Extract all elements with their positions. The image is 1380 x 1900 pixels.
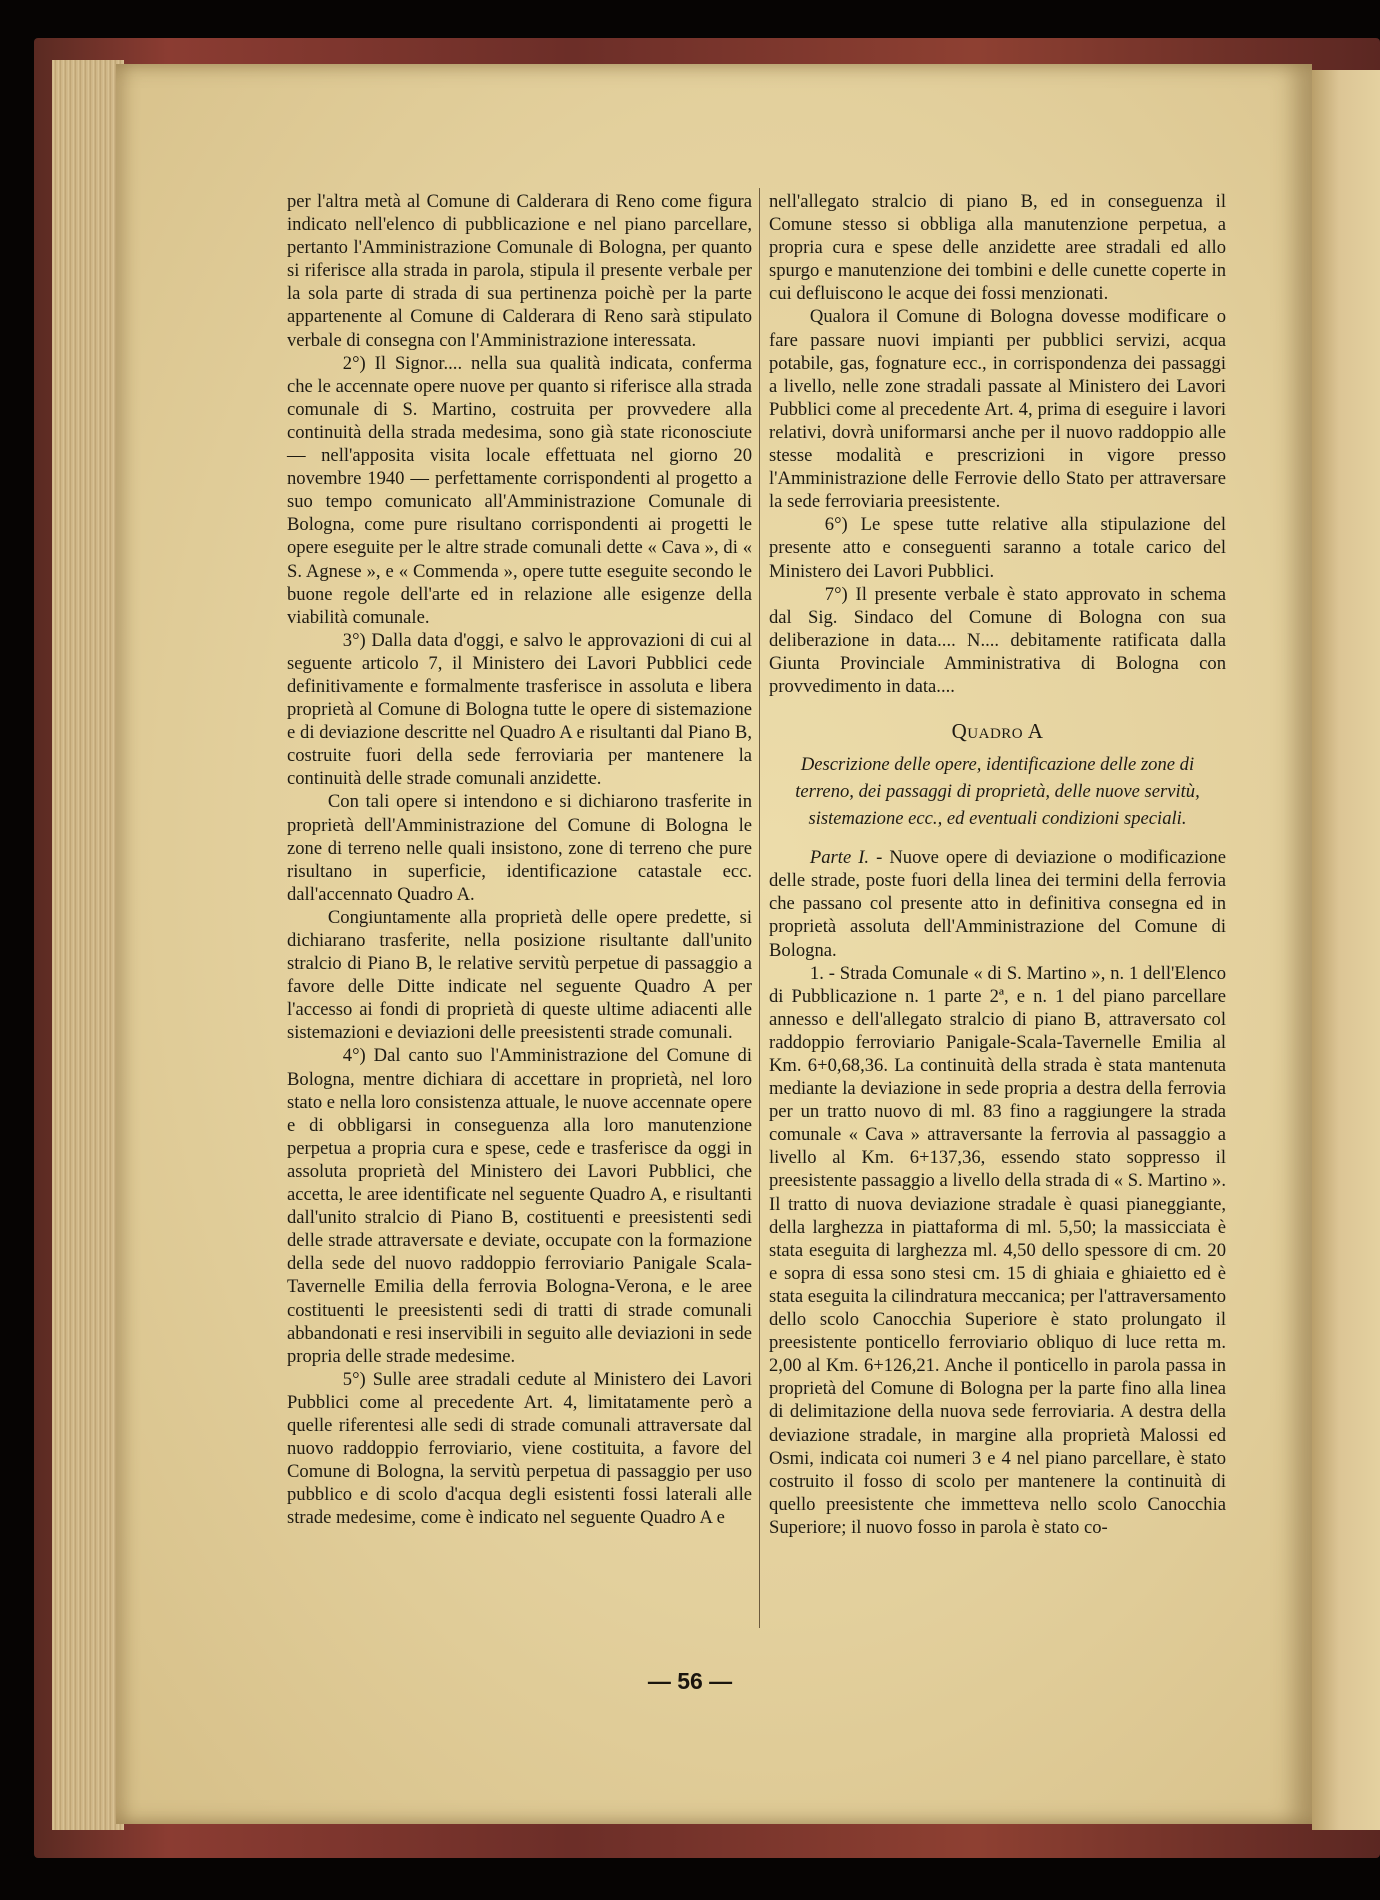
paragraph-article-2: 2°) Il Signor.... nella sua qualità indicata, conferma che le accennate opere nuove per quanto si riferisce alla strada comunale di S. Martino, costruita per provvedere alla continuità della strada medesima, sono già state riconosciute — nell'apposita visita locale effettuata nel giorno 20 novembre 1940 — perfettamente corrispondenti al progetto a suo tempo comunicato all'Amministrazione Comunale di Bologna, come pure risultano corrispondenti ai progetti le opere eseguite per le altre strade comunali dette « Cava », di « S. Agnese », e « Commenda », opere tutte eseguite secondo le buone regole dell'arte ed in relazione alle esigenze della viabilità comunale. [287,352,752,628]
column-divider [759,188,760,1628]
paragraph-article-5: 5°) Sulle aree stradali cedute al Ministero dei Lavori Pubblici come al precedente Art. 4, limitatamente però a quelle riferentesi alle sedi di strade comunali attraversate dal nuovo raddoppio ferroviario, viene costituita, a favore del Comune di Bologna, la servitù perpetua di passaggio per uso pubblico e di scolo d'acqua degli esistenti fossi laterali alle strade medesime, come è indicato nel seguente Quadro A e [287,1368,752,1529]
paragraph-public-services: Qualora il Comune di Bologna dovesse modificare o fare passare nuovi impianti per pubblici servizi, acqua potabile, gas, fognature ecc., in corrispondenza dei passaggi a livello, nelle zone stradali passate al Ministero dei Lavori Pubblici come al precedente Art. 4, prima di eseguire i lavori relativi, dovrà uniformarsi anche per il nuovo raddoppio alle stesse modalità e prescrizioni in vigore presso l'Amministrazione delle Ferrovie dello Stato per attraversare la sede ferroviaria preesistente. [769,306,1226,513]
paragraph-continuation-right: nell'allegato stralcio di piano B, ed in conseguenza il Comune stesso si obbliga alla manutenzione perpetua, a propria cura e spese delle anzidette aree stradali ed allo spurgo e manutenzione dei tombini e delle cunette coperte in cui defluiscono le acque dei fossi menzionati. [769,191,1226,305]
paragraph-item-1: 1. - Strada Comunale « di S. Martino », n. 1 dell'Elenco di Pubblicazione n. 1 parte 2ª, e n. 1 del piano parcellare annesso e dell'allegato stralcio di piano B, attraversato col raddoppio ferroviario Panigale-Scala-Tavernelle Emilia al Km. 6+0,68,36. La continuità della strada è stata mantenuta mediante la deviazione in sede propria a destra della ferrovia per un tratto nuovo di ml. 83 fino a raggiungere la strada comunale « Cava » attraversante la ferrovia al passaggio a livello al Km. 6+137,36, essendo stato soppresso il preesistente passaggio a livello della strada di « S. Martino ». Il tratto di nuova deviazione stradale è quasi pianeggiante, della larghezza in piattaforma di ml. 5,50; la massicciata è stata eseguita di larghezza ml. 4,50 dello spessore di cm. 20 e sopra di essa sono stesi cm. 15 di ghiaia e ghiaietto ed è stata eseguita la cilindratura meccanica; per l'attraversamento dello scolo Canocchia Superiore è stato prolungato il preesistente ponticello ferroviario obliquo di luce retta m. 2,00 al Km. 6+126,21. Anche il ponticello in parola passa in proprietà del Comune di Bologna per la parte fino alla linea di delimitazione della nuova sede ferroviaria. A destra della deviazione stradale, in margine alla proprietà Malossi ed Osmi, indicata coi numeri 3 e 4 nel piano parcellare, è stato costruito il fosso di scolo per mantenere la continuità di quello preesistente che immetteva nello scolo Canocchia Superiore; il nuovo fosso in parola è stato co- [769,962,1226,1538]
section-title: Quadro A [951,719,1044,744]
paragraph-part-1 [769,846,1226,961]
part-text: - Nuove opere di deviazione o modificazione delle strade, poste fuori della linea dei termini della ferrovia che passano col presente atto in definitiva consegna ed in proprietà assoluta dell'Amministrazione del Comune di Bologna. [769,847,1226,961]
paragraph-transfer-zones: Con tali opere si intendono e si dichiarono trasferite in proprietà dell'Amministrazione del Comune di Bologna le zone di terreno nelle quali insistono, zone di terreno che pure risultano in superficie, identificazione catastale ecc. dall'accennato Quadro A. [287,791,752,905]
page-number: — 56 — [647,1668,733,1694]
adjacent-page-edge [1312,70,1380,1830]
paragraph-article-7: 7°) Il presente verbale è stato approvato in schema dal Sig. Sindaco del Comune di Bologna con sua deliberazione in data.... N.... debitamente ratificata dalla Giunta Provinciale Amministrativa di Bologna con provvedimento in data.... [769,583,1226,697]
left-column [287,190,752,1529]
paragraph-article-6: 6°) Le spese tutte relative alla stipulazione del presente atto e conseguenti saranno a totale carico del Ministero dei Lavori Pubblici. [769,514,1226,582]
page-edges [52,60,124,1830]
paragraph-servitude: Congiuntamente alla proprietà delle opere predette, si dichiarano trasferite, nella posizione risultante dall'unito stralcio di Piano B, le relative servitù perpetue di passaggio a favore delle Ditte indicate nel seguente Quadro A per l'accesso ai fondi di proprietà di queste ultime adiacenti alle sistemazioni e deviazioni delle preesistenti strade comunali. [287,906,752,1044]
section-description: Descrizione delle opere, identificazione delle zone di terreno, dei passaggi di proprietà, delle nuove servitù, sistemazione ecc., ed eventuali condizioni speciali. [795,754,1200,830]
part-label: Parte I. [809,847,870,869]
paragraph-article-3: 3°) Dalla data d'oggi, e salvo le approvazioni di cui al seguente articolo 7, il Ministero dei Lavori Pubblici cede definitivamente e formalmente trasferisce in assoluta e libera proprietà al Comune di Bologna tutte le opere di sistemazione e di deviazione descritte nel Quadro A e risultanti dal Piano B, costruite fuori della sede ferroviaria per mantenere la continuità delle strade comunali anzidette. [287,629,752,790]
right-column [769,190,1226,1539]
paragraph-continuation: per l'altra metà al Comune di Calderara di Reno come figura indicato nell'elenco di pubblicazione e nel piano parcellare, pertanto l'Amministrazione Comunale di Bologna, per quanto si riferisce alla strada in parola, stipula il presente verbale per la sola parte di strada di sua pertinenza poichè per la parte appartenente al Comune di Calderara di Reno sarà stipulato verbale di consegna con l'Amministrazione interessata. [287,191,752,351]
paragraph-article-4: 4°) Dal canto suo l'Amministrazione del Comune di Bologna, mentre dichiara di accettare in proprietà, nel loro stato e nella loro consistenza attuale, le nuove accennate opere e di obbligarsi in conseguenza alla loro manutenzione perpetua a propria cura e spese, cede e trasferisce da oggi in assoluta proprietà del Ministero dei Lavori Pubblici, che accetta, le aree identificate nel seguente Quadro A, e risultanti dall'unito stralcio di Piano B, costituenti e preesistenti sedi delle strade attraversate e deviate, occupate con la formazione della sede del nuovo raddoppio ferroviario Panigale Scala-Tavernelle Emilia della ferrovia Bologna-Verona, e le aree costituenti le preesistenti sedi di tratti di strade comunali abbandonati e resi inservibili in seguito alle deviazioni in sede propria delle strade medesime. [287,1045,752,1367]
